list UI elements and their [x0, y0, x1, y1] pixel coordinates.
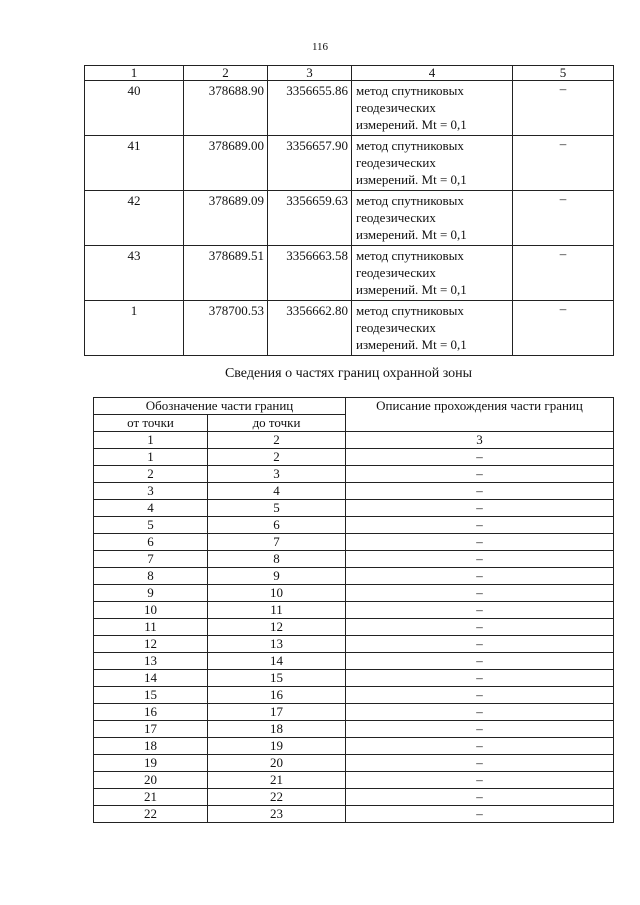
table-row	[94, 551, 614, 568]
description-cell: –	[346, 517, 614, 534]
description-cell: –	[346, 789, 614, 806]
coordinates-table	[84, 65, 614, 356]
from-point-header: от точки	[94, 415, 208, 432]
table-row	[94, 449, 614, 466]
from-point-cell: 22	[94, 806, 208, 823]
description-cell: –	[346, 534, 614, 551]
point-number-cell: 41	[85, 136, 184, 191]
table-row	[94, 704, 614, 721]
to-point-cell: 9	[208, 568, 346, 585]
to-point-cell: 12	[208, 619, 346, 636]
from-point-cell: 19	[94, 755, 208, 772]
x-coordinate-cell: 378700.53	[184, 301, 268, 356]
description-cell: –	[346, 755, 614, 772]
description-cell: –	[346, 449, 614, 466]
to-point-cell: 13	[208, 636, 346, 653]
note-cell: –	[513, 246, 614, 301]
description-cell: –	[346, 568, 614, 585]
to-point-cell: 8	[208, 551, 346, 568]
table-row	[94, 755, 614, 772]
point-number-cell: 40	[85, 81, 184, 136]
header-cell: 1	[85, 66, 184, 81]
from-point-cell: 6	[94, 534, 208, 551]
section-title: Сведения о частях границ охранной зоны	[224, 366, 473, 381]
from-point-cell: 15	[94, 687, 208, 704]
table-row	[94, 602, 614, 619]
from-point-cell: 11	[94, 619, 208, 636]
from-point-cell: 3	[94, 483, 208, 500]
table-row	[85, 81, 614, 136]
method-cell	[352, 246, 513, 301]
method-line: геодезических	[356, 320, 436, 335]
boundary-parts-table	[93, 397, 614, 823]
description-cell: –	[346, 806, 614, 823]
method-line: измерений. Mt = 0,1	[356, 337, 467, 352]
method-line: метод спутниковых	[356, 193, 464, 208]
to-point-header: до точки	[208, 415, 346, 432]
to-point-cell: 4	[208, 483, 346, 500]
to-point-cell: 18	[208, 721, 346, 738]
table-row	[94, 721, 614, 738]
method-line: метод спутниковых	[356, 138, 464, 153]
numbering-cell: 1	[94, 432, 208, 449]
from-point-cell: 12	[94, 636, 208, 653]
method-line: геодезических	[356, 155, 436, 170]
table-row	[94, 738, 614, 755]
from-point-cell: 20	[94, 772, 208, 789]
description-cell: –	[346, 619, 614, 636]
table-row	[94, 687, 614, 704]
table-row	[94, 466, 614, 483]
coordinates-header-row	[85, 66, 614, 81]
table-row	[94, 653, 614, 670]
method-line: геодезических	[356, 265, 436, 280]
table-row	[94, 772, 614, 789]
to-point-cell: 3	[208, 466, 346, 483]
from-point-cell: 5	[94, 517, 208, 534]
to-point-cell: 11	[208, 602, 346, 619]
note-cell: –	[513, 301, 614, 356]
method-line: измерений. Mt = 0,1	[356, 227, 467, 242]
to-point-cell: 2	[208, 449, 346, 466]
to-point-cell: 15	[208, 670, 346, 687]
y-coordinate-cell: 3356662.80	[268, 301, 352, 356]
description-cell: –	[346, 704, 614, 721]
to-point-cell: 14	[208, 653, 346, 670]
from-point-cell: 14	[94, 670, 208, 687]
to-point-cell: 7	[208, 534, 346, 551]
method-cell	[352, 301, 513, 356]
note-cell: –	[513, 191, 614, 246]
table-row	[94, 789, 614, 806]
header-cell: 2	[184, 66, 268, 81]
table-row	[85, 191, 614, 246]
to-point-cell: 23	[208, 806, 346, 823]
description-cell: –	[346, 772, 614, 789]
to-point-cell: 21	[208, 772, 346, 789]
method-line: измерений. Mt = 0,1	[356, 282, 467, 297]
point-number-cell: 1	[85, 301, 184, 356]
to-point-cell: 6	[208, 517, 346, 534]
y-coordinate-cell: 3356659.63	[268, 191, 352, 246]
page-number: 116	[311, 41, 329, 53]
description-cell: –	[346, 636, 614, 653]
note-cell: –	[513, 136, 614, 191]
table-row	[94, 534, 614, 551]
from-point-cell: 13	[94, 653, 208, 670]
from-point-cell: 8	[94, 568, 208, 585]
method-cell	[352, 191, 513, 246]
description-cell: –	[346, 500, 614, 517]
note-cell: –	[513, 81, 614, 136]
table-row	[85, 246, 614, 301]
description-cell: –	[346, 653, 614, 670]
x-coordinate-cell: 378689.00	[184, 136, 268, 191]
description-header: Описание прохождения части границ	[346, 398, 614, 432]
method-line: измерений. Mt = 0,1	[356, 172, 467, 187]
from-point-cell: 16	[94, 704, 208, 721]
header-cell: 5	[513, 66, 614, 81]
table-row	[94, 670, 614, 687]
from-point-cell: 21	[94, 789, 208, 806]
table-row	[94, 806, 614, 823]
to-point-cell: 22	[208, 789, 346, 806]
method-line: метод спутниковых	[356, 248, 464, 263]
description-cell: –	[346, 483, 614, 500]
method-line: измерений. Mt = 0,1	[356, 117, 467, 132]
x-coordinate-cell: 378689.51	[184, 246, 268, 301]
y-coordinate-cell: 3356657.90	[268, 136, 352, 191]
method-cell	[352, 81, 513, 136]
table-row	[85, 301, 614, 356]
table-row	[94, 517, 614, 534]
from-point-cell: 7	[94, 551, 208, 568]
y-coordinate-cell: 3356663.58	[268, 246, 352, 301]
method-line: геодезических	[356, 100, 436, 115]
description-cell: –	[346, 551, 614, 568]
table-row	[94, 568, 614, 585]
point-number-cell: 43	[85, 246, 184, 301]
table-row	[94, 585, 614, 602]
designation-header: Обозначение части границ	[94, 398, 346, 415]
from-point-cell: 1	[94, 449, 208, 466]
to-point-cell: 10	[208, 585, 346, 602]
table-row	[94, 619, 614, 636]
x-coordinate-cell: 378688.90	[184, 81, 268, 136]
method-line: метод спутниковых	[356, 303, 464, 318]
description-cell: –	[346, 687, 614, 704]
point-number-cell: 42	[85, 191, 184, 246]
y-coordinate-cell: 3356655.86	[268, 81, 352, 136]
from-point-cell: 2	[94, 466, 208, 483]
method-line: метод спутниковых	[356, 83, 464, 98]
method-cell	[352, 136, 513, 191]
x-coordinate-cell: 378689.09	[184, 191, 268, 246]
to-point-cell: 19	[208, 738, 346, 755]
from-point-cell: 18	[94, 738, 208, 755]
header-cell: 4	[352, 66, 513, 81]
to-point-cell: 16	[208, 687, 346, 704]
parts-header-row	[94, 398, 614, 415]
to-point-cell: 20	[208, 755, 346, 772]
method-line: геодезических	[356, 210, 436, 225]
table-row	[94, 500, 614, 517]
from-point-cell: 9	[94, 585, 208, 602]
to-point-cell: 5	[208, 500, 346, 517]
parts-numbering-row	[94, 432, 614, 449]
table-row	[94, 636, 614, 653]
description-cell: –	[346, 721, 614, 738]
description-cell: –	[346, 670, 614, 687]
from-point-cell: 10	[94, 602, 208, 619]
table-row	[85, 136, 614, 191]
numbering-cell: 2	[208, 432, 346, 449]
numbering-cell: 3	[346, 432, 614, 449]
description-cell: –	[346, 602, 614, 619]
to-point-cell: 17	[208, 704, 346, 721]
from-point-cell: 17	[94, 721, 208, 738]
description-cell: –	[346, 466, 614, 483]
description-cell: –	[346, 585, 614, 602]
description-cell: –	[346, 738, 614, 755]
header-cell: 3	[268, 66, 352, 81]
from-point-cell: 4	[94, 500, 208, 517]
table-row	[94, 483, 614, 500]
